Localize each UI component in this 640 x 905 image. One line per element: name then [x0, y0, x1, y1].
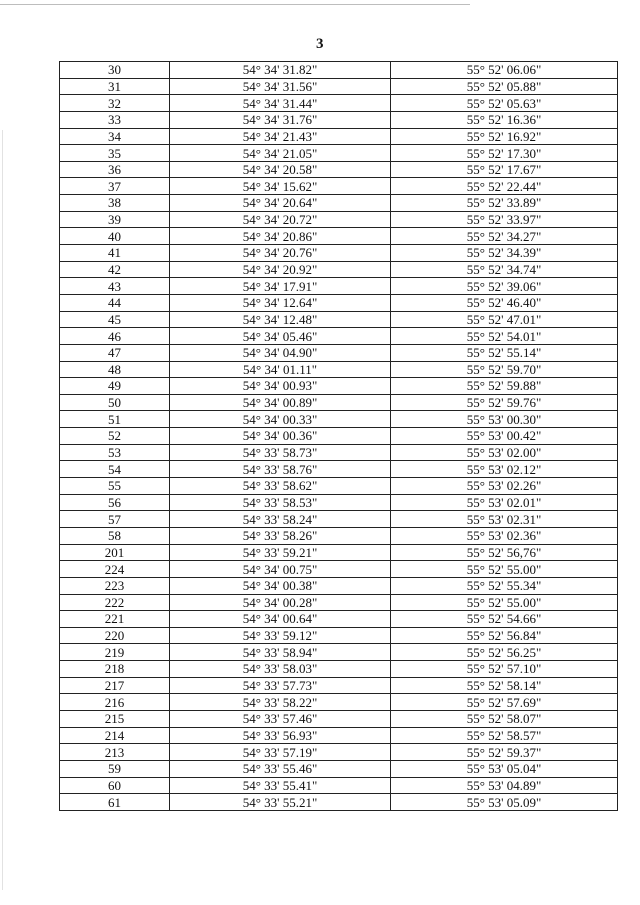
longitude-cell: 55° 52' 17.30": [391, 145, 618, 162]
point-number-cell: 222: [60, 594, 170, 611]
longitude-cell: 55° 52' 39.06": [391, 278, 618, 295]
point-number-cell: 61: [60, 794, 170, 811]
point-number-cell: 55: [60, 478, 170, 495]
longitude-cell: 55° 52' 58.07": [391, 710, 618, 727]
coordinates-table-body: [60, 62, 618, 811]
table-row: [60, 777, 618, 794]
longitude-cell: 55° 53' 05.09": [391, 794, 618, 811]
table-row: [60, 145, 618, 162]
point-number-cell: 34: [60, 128, 170, 145]
latitude-cell: 54° 34' 17.91": [170, 278, 391, 295]
table-row: [60, 694, 618, 711]
longitude-cell: 55° 52' 16.36": [391, 111, 618, 128]
longitude-cell: 55° 52' 34.74": [391, 261, 618, 278]
latitude-cell: 54° 34' 31.76": [170, 111, 391, 128]
longitude-cell: 55° 52' 17.67": [391, 161, 618, 178]
longitude-cell: 55° 52' 58.14": [391, 677, 618, 694]
point-number-cell: 45: [60, 311, 170, 328]
point-number-cell: 49: [60, 378, 170, 395]
table-row: [60, 62, 618, 79]
latitude-cell: 54° 34' 00.36": [170, 428, 391, 445]
point-number-cell: 217: [60, 677, 170, 694]
table-row: [60, 577, 618, 594]
longitude-cell: 55° 52' 56.84": [391, 627, 618, 644]
table-row: [60, 178, 618, 195]
latitude-cell: 54° 34' 12.64": [170, 294, 391, 311]
longitude-cell: 55° 52' 59.70": [391, 361, 618, 378]
latitude-cell: 54° 34' 00.28": [170, 594, 391, 611]
point-number-cell: 42: [60, 261, 170, 278]
longitude-cell: 55° 52' 47.01": [391, 311, 618, 328]
latitude-cell: 54° 34' 00.33": [170, 411, 391, 428]
point-number-cell: 50: [60, 394, 170, 411]
longitude-cell: 55° 52' 59.88": [391, 378, 618, 395]
latitude-cell: 54° 34' 00.89": [170, 394, 391, 411]
table-row: [60, 211, 618, 228]
table-row: [60, 344, 618, 361]
latitude-cell: 54° 33' 58.76": [170, 461, 391, 478]
table-row: [60, 394, 618, 411]
longitude-cell: 55° 53' 02.01": [391, 494, 618, 511]
latitude-cell: 54° 33' 55.21": [170, 794, 391, 811]
latitude-cell: 54° 33' 57.46": [170, 710, 391, 727]
latitude-cell: 54° 34' 12.48": [170, 311, 391, 328]
table-row: [60, 544, 618, 561]
latitude-cell: 54° 33' 59.12": [170, 627, 391, 644]
longitude-cell: 55° 52' 05.88": [391, 78, 618, 95]
longitude-cell: 55° 52' 57.69": [391, 694, 618, 711]
table-row: [60, 727, 618, 744]
point-number-cell: 60: [60, 777, 170, 794]
point-number-cell: 35: [60, 145, 170, 162]
latitude-cell: 54° 34' 00.75": [170, 561, 391, 578]
point-number-cell: 219: [60, 644, 170, 661]
longitude-cell: 55° 52' 56.25": [391, 644, 618, 661]
table-row: [60, 478, 618, 495]
point-number-cell: 201: [60, 544, 170, 561]
longitude-cell: 55° 52' 06.06": [391, 62, 618, 79]
longitude-cell: 55° 52' 55.34": [391, 577, 618, 594]
latitude-cell: 54° 33' 58.03": [170, 661, 391, 678]
point-number-cell: 218: [60, 661, 170, 678]
table-row: [60, 511, 618, 528]
table-row: [60, 294, 618, 311]
longitude-cell: 55° 52' 57.10": [391, 661, 618, 678]
point-number-cell: 43: [60, 278, 170, 295]
table-row: [60, 411, 618, 428]
point-number-cell: 41: [60, 245, 170, 262]
table-row: [60, 111, 618, 128]
longitude-cell: 55° 52' 55.14": [391, 344, 618, 361]
table-row: [60, 278, 618, 295]
table-row: [60, 677, 618, 694]
latitude-cell: 54° 34' 00.93": [170, 378, 391, 395]
longitude-cell: 55° 53' 00.42": [391, 428, 618, 445]
latitude-cell: 54° 33' 58.26": [170, 527, 391, 544]
point-number-cell: 224: [60, 561, 170, 578]
table-row: [60, 78, 618, 95]
latitude-cell: 54° 34' 04.90": [170, 344, 391, 361]
table-row: [60, 444, 618, 461]
point-number-cell: 223: [60, 577, 170, 594]
table-row: [60, 710, 618, 727]
longitude-cell: 55° 52' 16.92": [391, 128, 618, 145]
table-row: [60, 644, 618, 661]
longitude-cell: 55° 53' 02.00": [391, 444, 618, 461]
point-number-cell: 215: [60, 710, 170, 727]
scan-edge-top: [0, 4, 470, 5]
table-row: [60, 794, 618, 811]
point-number-cell: 33: [60, 111, 170, 128]
longitude-cell: 55° 53' 02.36": [391, 527, 618, 544]
longitude-cell: 55° 52' 54.01": [391, 328, 618, 345]
point-number-cell: 47: [60, 344, 170, 361]
latitude-cell: 54° 34' 31.44": [170, 95, 391, 112]
page-number: 3: [316, 36, 324, 52]
table-row: [60, 361, 618, 378]
latitude-cell: 54° 33' 59.21": [170, 544, 391, 561]
table-row: [60, 328, 618, 345]
coordinates-table: [59, 61, 618, 811]
latitude-cell: 54° 34' 05.46": [170, 328, 391, 345]
latitude-cell: 54° 33' 58.62": [170, 478, 391, 495]
point-number-cell: 213: [60, 744, 170, 761]
table-row: [60, 261, 618, 278]
table-row: [60, 378, 618, 395]
point-number-cell: 30: [60, 62, 170, 79]
latitude-cell: 54° 34' 31.82": [170, 62, 391, 79]
latitude-cell: 54° 34' 20.58": [170, 161, 391, 178]
table-row: [60, 611, 618, 628]
point-number-cell: 36: [60, 161, 170, 178]
latitude-cell: 54° 34' 00.38": [170, 577, 391, 594]
latitude-cell: 54° 33' 57.73": [170, 677, 391, 694]
table-row: [60, 128, 618, 145]
latitude-cell: 54° 34' 20.92": [170, 261, 391, 278]
scan-edge-left: [2, 130, 3, 890]
latitude-cell: 54° 33' 58.24": [170, 511, 391, 528]
point-number-cell: 52: [60, 428, 170, 445]
longitude-cell: 55° 53' 00.30": [391, 411, 618, 428]
table-row: [60, 744, 618, 761]
table-row: [60, 627, 618, 644]
latitude-cell: 54° 33' 55.41": [170, 777, 391, 794]
table-row: [60, 195, 618, 212]
latitude-cell: 54° 34' 00.64": [170, 611, 391, 628]
latitude-cell: 54° 34' 15.62": [170, 178, 391, 195]
longitude-cell: 55° 52' 22.44": [391, 178, 618, 195]
longitude-cell: 55° 52' 56,76": [391, 544, 618, 561]
longitude-cell: 55° 52' 58.57": [391, 727, 618, 744]
point-number-cell: 31: [60, 78, 170, 95]
table-row: [60, 245, 618, 262]
point-number-cell: 53: [60, 444, 170, 461]
longitude-cell: 55° 52' 55.00": [391, 594, 618, 611]
latitude-cell: 54° 33' 58.53": [170, 494, 391, 511]
table-row: [60, 561, 618, 578]
table-row: [60, 594, 618, 611]
longitude-cell: 55° 53' 04.89": [391, 777, 618, 794]
table-row: [60, 161, 618, 178]
latitude-cell: 54° 33' 56.93": [170, 727, 391, 744]
point-number-cell: 214: [60, 727, 170, 744]
table-row: [60, 527, 618, 544]
point-number-cell: 40: [60, 228, 170, 245]
latitude-cell: 54° 33' 58.22": [170, 694, 391, 711]
latitude-cell: 54° 34' 20.86": [170, 228, 391, 245]
table-row: [60, 95, 618, 112]
point-number-cell: 54: [60, 461, 170, 478]
longitude-cell: 55° 52' 59.37": [391, 744, 618, 761]
point-number-cell: 51: [60, 411, 170, 428]
point-number-cell: 46: [60, 328, 170, 345]
point-number-cell: 32: [60, 95, 170, 112]
latitude-cell: 54° 34' 20.72": [170, 211, 391, 228]
longitude-cell: 55° 52' 59.76": [391, 394, 618, 411]
latitude-cell: 54° 34' 31.56": [170, 78, 391, 95]
table-row: [60, 661, 618, 678]
latitude-cell: 54° 34' 01.11": [170, 361, 391, 378]
latitude-cell: 54° 33' 58.73": [170, 444, 391, 461]
point-number-cell: 220: [60, 627, 170, 644]
latitude-cell: 54° 34' 21.43": [170, 128, 391, 145]
table-row: [60, 760, 618, 777]
point-number-cell: 39: [60, 211, 170, 228]
longitude-cell: 55° 53' 02.26": [391, 478, 618, 495]
table-row: [60, 461, 618, 478]
longitude-cell: 55° 52' 46.40": [391, 294, 618, 311]
longitude-cell: 55° 53' 02.31": [391, 511, 618, 528]
longitude-cell: 55° 52' 54.66": [391, 611, 618, 628]
longitude-cell: 55° 52' 33.89": [391, 195, 618, 212]
point-number-cell: 58: [60, 527, 170, 544]
table-row: [60, 311, 618, 328]
latitude-cell: 54° 33' 55.46": [170, 760, 391, 777]
table-row: [60, 228, 618, 245]
longitude-cell: 55° 52' 55.00": [391, 561, 618, 578]
point-number-cell: 57: [60, 511, 170, 528]
longitude-cell: 55° 53' 05.04": [391, 760, 618, 777]
latitude-cell: 54° 34' 20.64": [170, 195, 391, 212]
longitude-cell: 55° 52' 34.39": [391, 245, 618, 262]
point-number-cell: 216: [60, 694, 170, 711]
table-row: [60, 494, 618, 511]
table-row: [60, 428, 618, 445]
latitude-cell: 54° 34' 20.76": [170, 245, 391, 262]
point-number-cell: 44: [60, 294, 170, 311]
longitude-cell: 55° 52' 34.27": [391, 228, 618, 245]
point-number-cell: 221: [60, 611, 170, 628]
latitude-cell: 54° 33' 58.94": [170, 644, 391, 661]
longitude-cell: 55° 53' 02.12": [391, 461, 618, 478]
point-number-cell: 38: [60, 195, 170, 212]
point-number-cell: 59: [60, 760, 170, 777]
longitude-cell: 55° 52' 33.97": [391, 211, 618, 228]
point-number-cell: 56: [60, 494, 170, 511]
point-number-cell: 37: [60, 178, 170, 195]
point-number-cell: 48: [60, 361, 170, 378]
latitude-cell: 54° 33' 57.19": [170, 744, 391, 761]
longitude-cell: 55° 52' 05.63": [391, 95, 618, 112]
latitude-cell: 54° 34' 21.05": [170, 145, 391, 162]
